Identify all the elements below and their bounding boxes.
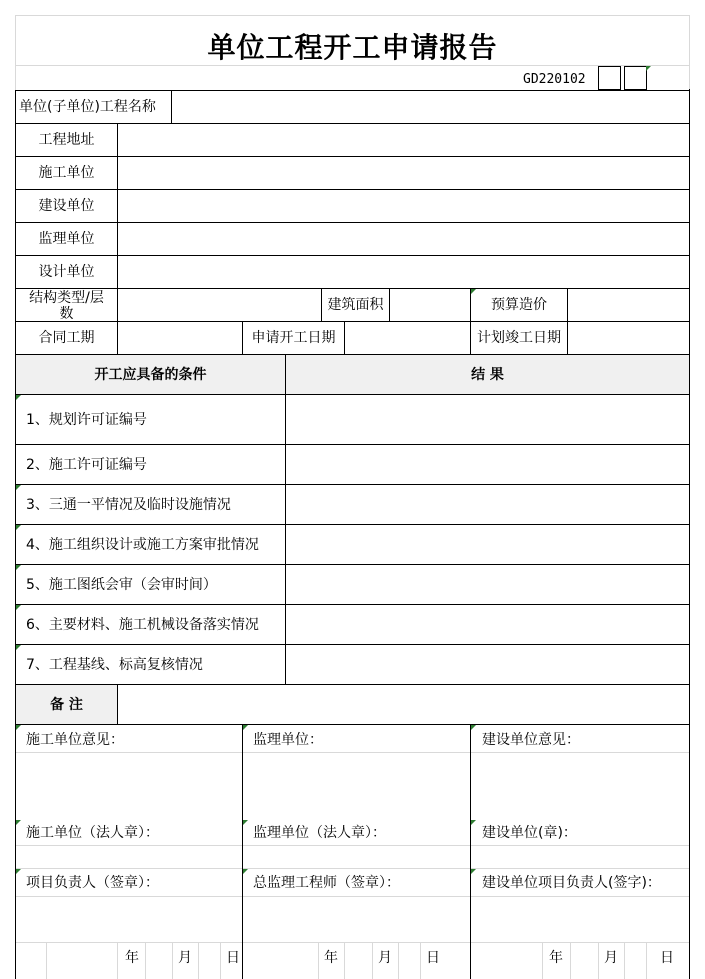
building-area-field[interactable] <box>390 289 470 321</box>
comment-marker-icon[interactable] <box>243 869 248 874</box>
remarks-field[interactable] <box>118 685 689 724</box>
comment-marker-icon[interactable] <box>16 645 21 650</box>
condition-item: 5、施工图纸会审（会审时间） <box>26 577 217 593</box>
label-budget: 预算造价 <box>491 297 547 313</box>
comment-marker-icon[interactable] <box>646 66 651 71</box>
conditions-header-left: 开工应具备的条件 <box>94 367 207 383</box>
chief-supervisor-label: 总监理工程师（签章）： <box>253 875 400 891</box>
label-supervisor: 监理单位 <box>38 231 95 247</box>
label-contractor: 施工单位 <box>38 165 95 181</box>
contractor-date-month: 月 <box>178 950 192 966</box>
condition-item: 7、工程基线、标高复核情况 <box>26 657 203 673</box>
owner-opinion-label: 建设单位意见： <box>482 732 580 748</box>
comment-marker-icon[interactable] <box>471 869 476 874</box>
planned-finish-date-field[interactable] <box>568 322 689 354</box>
comment-marker-icon[interactable] <box>16 725 21 730</box>
structure-type-field[interactable] <box>118 289 321 321</box>
supervisor-date-day: 日 <box>426 950 440 966</box>
contract-period-field[interactable] <box>118 322 242 354</box>
contractor-opinion-field[interactable] <box>16 753 242 819</box>
owner-opinion-field[interactable] <box>471 753 689 819</box>
label-planned-finish-date: 计划竣工日期 <box>477 330 561 346</box>
comment-marker-icon[interactable] <box>243 725 248 730</box>
label-structure-type-1: 结构类型/层 <box>29 290 104 306</box>
label-address: 工程地址 <box>38 132 95 148</box>
label-building-area: 建筑面积 <box>327 297 384 313</box>
label-project-name: 单位(子单位)工程名称 <box>19 99 156 115</box>
result-field[interactable] <box>286 565 689 604</box>
project-name-field[interactable] <box>172 91 689 123</box>
result-field[interactable] <box>286 645 689 684</box>
result-field[interactable] <box>286 445 689 484</box>
supervisor-date-month: 月 <box>378 950 392 966</box>
label-owner: 建设单位 <box>38 198 95 214</box>
comment-marker-icon[interactable] <box>16 605 21 610</box>
label-designer: 设计单位 <box>38 264 95 280</box>
comment-marker-icon[interactable] <box>16 485 21 490</box>
owner-pm-label: 建设单位项目负责人(签字)： <box>482 875 661 891</box>
owner-date-day: 日 <box>660 950 674 966</box>
comment-marker-icon[interactable] <box>16 820 21 825</box>
contractor-seal-label: 施工单位（法人章）： <box>26 825 159 841</box>
owner-seal-label: 建设单位(章)： <box>482 825 577 841</box>
owner-date-year: 年 <box>549 950 563 966</box>
contractor-date-day: 日 <box>226 950 240 966</box>
comment-marker-icon[interactable] <box>16 869 21 874</box>
condition-item: 1、规划许可证编号 <box>26 412 147 428</box>
condition-item: 4、施工组织设计或施工方案审批情况 <box>26 537 259 553</box>
contractor-opinion-label: 施工单位意见： <box>26 732 124 748</box>
contractor-field[interactable] <box>118 157 689 189</box>
supervisor-date-year: 年 <box>324 950 338 966</box>
condition-item: 3、三通一平情况及临时设施情况 <box>26 497 231 513</box>
supervisor-opinion-field[interactable] <box>243 753 470 819</box>
label-contract-period: 合同工期 <box>38 330 95 346</box>
form-code: GD220102 <box>523 72 586 87</box>
label-apply-start-date: 申请开工日期 <box>251 330 336 346</box>
condition-item: 2、施工许可证编号 <box>26 457 147 473</box>
contractor-date-year: 年 <box>125 950 139 966</box>
comment-marker-icon[interactable] <box>16 565 21 570</box>
apply-start-date-field[interactable] <box>345 322 470 354</box>
budget-field[interactable] <box>568 289 689 321</box>
result-field[interactable] <box>286 395 689 444</box>
owner-date-month: 月 <box>604 950 618 966</box>
result-field[interactable] <box>286 525 689 564</box>
conditions-header-right: 结 果 <box>471 367 504 383</box>
supervisor-field[interactable] <box>118 223 689 255</box>
comment-marker-icon[interactable] <box>243 820 248 825</box>
comment-marker-icon[interactable] <box>471 725 476 730</box>
contractor-pm-label: 项目负责人（签章）： <box>26 875 159 891</box>
designer-field[interactable] <box>118 256 689 288</box>
comment-marker-icon[interactable] <box>16 525 21 530</box>
comment-marker-icon[interactable] <box>471 820 476 825</box>
label-structure-type-2: 数 <box>59 306 74 322</box>
result-field[interactable] <box>286 485 689 524</box>
remarks-label: 备 注 <box>50 697 83 713</box>
owner-field[interactable] <box>118 190 689 222</box>
page-title: 单位工程开工申请报告 <box>207 31 498 64</box>
supervisor-seal-label: 监理单位（法人章）： <box>253 825 386 841</box>
comment-marker-icon[interactable] <box>16 395 21 400</box>
comment-marker-icon[interactable] <box>471 289 476 294</box>
result-field[interactable] <box>286 605 689 644</box>
supervisor-opinion-label: 监理单位： <box>253 732 323 748</box>
condition-item: 6、主要材料、施工机械设备落实情况 <box>26 617 259 633</box>
address-field[interactable] <box>118 124 689 156</box>
